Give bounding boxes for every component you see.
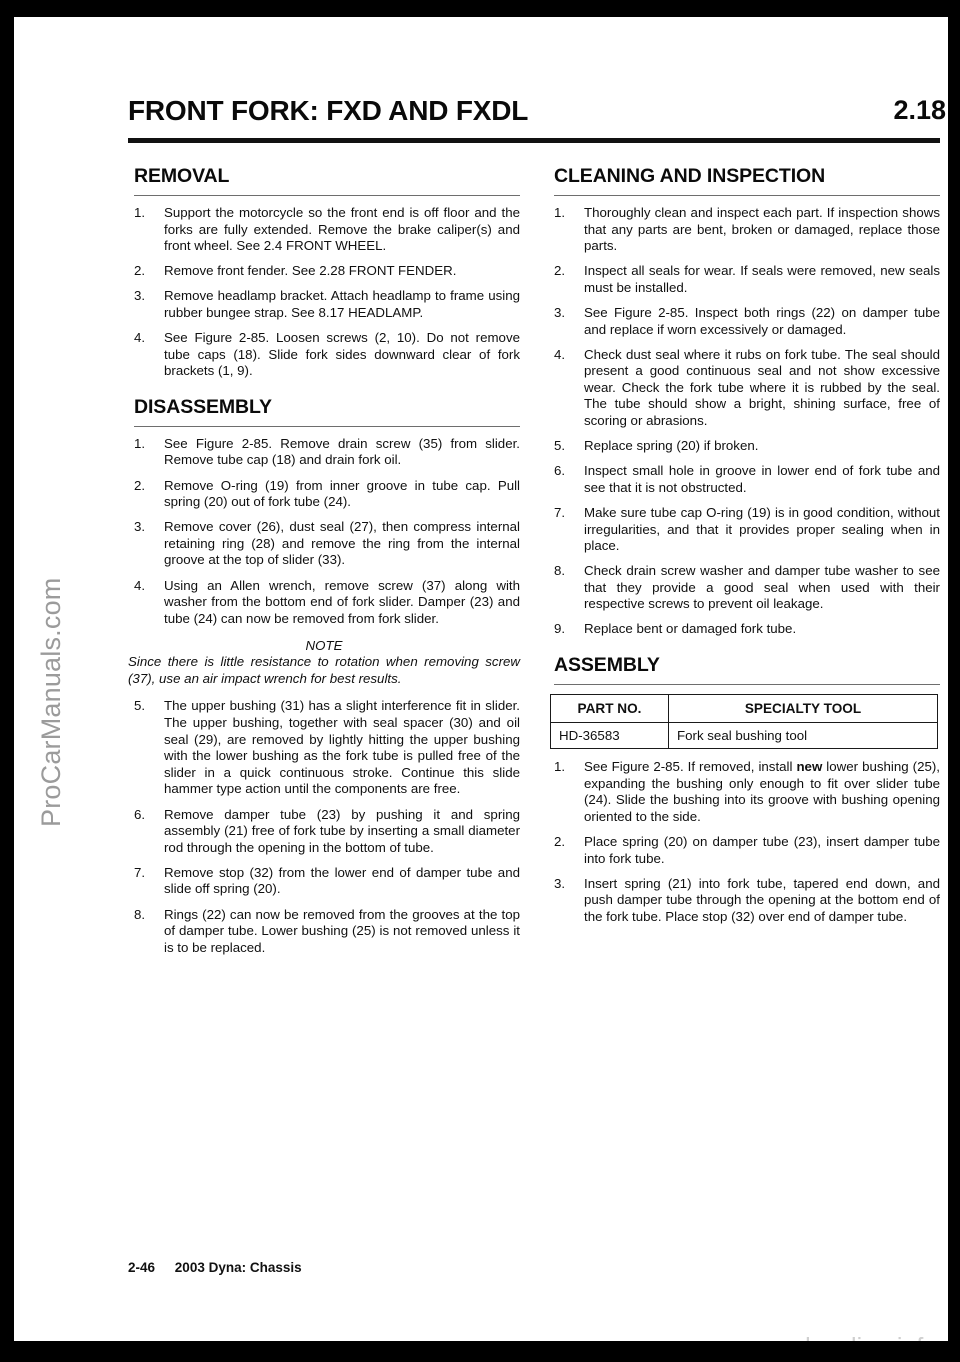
step-text: Remove cover (26), dust seal (27), then compress internal retaining ring (28) and remove the ring from the internal groove at the top of slider (33). [164, 519, 520, 568]
list-item [548, 505, 940, 555]
list-item [548, 205, 940, 255]
step-text: Check drain screw washer and damper tube washer to see that they provide a good seal when used with their respective screws to prevent oil leakage. [584, 563, 940, 612]
list-item [548, 463, 940, 496]
step-number: 2. [134, 477, 146, 493]
list-item [548, 305, 940, 338]
list-item [128, 205, 520, 255]
left-column [128, 165, 520, 972]
list-item [548, 563, 940, 613]
step-number: 8. [554, 563, 566, 579]
step-text-before-bold: See Figure 2-85. If removed, install [584, 759, 797, 775]
note-callout [128, 638, 520, 687]
step-number: 8. [134, 906, 146, 922]
note-text: Since there is little resistance to rotation when removing screw (37), use an air impact wrench for best results. [128, 654, 520, 686]
step-text: Using an Allen wrench, remove screw (37) along with washer from the bottom end of fork slider. Damper (23) and tube (24) can now be removed from fork slider. [164, 577, 520, 626]
step-number: 1. [134, 205, 146, 220]
section-number: 2.18 [893, 95, 946, 125]
list-item [548, 759, 940, 825]
heading-removal: REMOVAL [134, 165, 230, 187]
list-item [128, 519, 520, 569]
step-text: Insert spring (21) into fork tube, tapered end down, and push damper tube through the opening at the bottom end of the fork tube. Place stop (32) over end of damper tube. [584, 875, 940, 924]
step-number: 3. [554, 875, 566, 891]
step-text: See Figure 2-85. Remove drain screw (35) from slider. Remove tube cap (18) and drain fork oil. [164, 435, 520, 468]
list-item [548, 876, 940, 926]
step-text [584, 759, 940, 824]
disassembly-step-list-part1 [128, 436, 520, 627]
step-number: 7. [554, 504, 566, 520]
step-text: Inspect small hole in groove in lower end of fork tube and see that it is not obstructed. [584, 463, 940, 495]
step-text: Replace spring (20) if broken. [584, 438, 759, 454]
heading-disassembly: DISASSEMBLY [134, 395, 272, 418]
section-disassembly [128, 396, 520, 956]
page-footer [128, 1260, 302, 1275]
step-number: 4. [554, 346, 566, 362]
step-text: See Figure 2-85. Loosen screws (2, 10). Do not remove tube caps (18). Slide fork sides downward clear of fork brackets (1, 9). [164, 330, 520, 379]
step-number: 6. [134, 806, 146, 822]
scan-edge-bottom [0, 1341, 960, 1358]
heading-cleaning-inspection: CLEANING AND INSPECTION [554, 165, 826, 187]
table-header-row [551, 695, 938, 723]
specialty-tool-table [550, 694, 938, 749]
list-item [548, 347, 940, 430]
list-item [128, 330, 520, 380]
step-text: Remove stop (32) from the lower end of damper tube and slide off spring (20). [164, 864, 520, 897]
step-number: 1. [554, 205, 566, 220]
list-item [128, 288, 520, 321]
footer-manual-name: 2003 Dyna: Chassis [174, 1260, 302, 1275]
list-item [128, 907, 520, 957]
step-number: 5. [554, 438, 566, 454]
step-text: Rings (22) can now be removed from the grooves at the top of damper tube. Lower bushing (25) is not removed unless it is to be replaced. [164, 906, 520, 955]
cell-specialty-tool: Fork seal bushing tool [669, 723, 938, 749]
heading-assembly: ASSEMBLY [554, 654, 660, 677]
step-number: 2. [554, 833, 566, 849]
step-text: Inspect all seals for wear. If seals were removed, new seals must be installed. [584, 263, 940, 295]
list-item [548, 438, 940, 455]
cell-part-no: HD-36583 [551, 723, 669, 749]
step-number: 6. [554, 463, 566, 479]
step-text: Check dust seal where it rubs on fork tube. The seal should present a good continuous seal and not show excessive wear. Check the fork tube where it is rubbed by the seal. The tube should show a bright, shining surface, free of scoring or abrasions. [584, 346, 940, 429]
step-number: 3. [134, 519, 146, 535]
step-text: Remove front fender. See 2.28 FRONT FENDER. [164, 263, 457, 279]
list-item [548, 263, 940, 296]
list-item [128, 263, 520, 280]
step-text: Place spring (20) on damper tube (23), insert damper tube into fork tube. [584, 833, 940, 866]
heading-rule-disassembly [134, 426, 520, 427]
list-item [128, 807, 520, 857]
header-rule [128, 138, 940, 143]
scan-edge-right [948, 0, 960, 1358]
step-text: Thoroughly clean and inspect each part. If inspection shows that any parts are bent, broken or damaged, replace those parts. [584, 205, 940, 254]
step-number: 4. [134, 577, 146, 593]
assembly-step-list [548, 759, 940, 925]
list-item [128, 865, 520, 898]
list-item [548, 834, 940, 867]
step-text-emphasis: new [796, 759, 823, 775]
step-text: Remove O-ring (19) from inner groove in tube cap. Pull spring (20) out of fork tube (24). [164, 477, 520, 510]
section-removal [128, 165, 520, 380]
step-number: 9. [554, 621, 566, 637]
step-text: See Figure 2-85. Inspect both rings (22) on damper tube and replace if worn excessively or damaged. [584, 304, 940, 337]
removal-step-list [128, 205, 520, 380]
table-row [551, 723, 938, 749]
page-title: FRONT FORK: FXD AND FXDL [128, 95, 529, 126]
heading-rule-cleaning [554, 195, 940, 196]
right-column [548, 165, 940, 972]
list-item [128, 478, 520, 511]
step-number: 5. [134, 698, 146, 714]
scanned-page [14, 17, 948, 1341]
column-header-part-no: PART NO. [551, 695, 669, 723]
step-number: 4. [134, 330, 146, 346]
section-cleaning-inspection [548, 165, 940, 638]
scan-edge-left [0, 0, 14, 1358]
step-text: The upper bushing (31) has a slight interference fit in slider. The upper bushing, together with seal spacer (30) and oil seal (29), are removed by lightly hitting the upper bushing with the lower bushing as the fork tube is pulled free of the slider in a quick continuous stroke. Continue this slide hammer type action until the components are free. [164, 698, 520, 797]
column-header-specialty-tool: SPECIALTY TOOL [669, 695, 938, 723]
heading-rule-removal [134, 195, 520, 196]
side-watermark: ProCarManuals.com [36, 577, 66, 827]
heading-rule-assembly [554, 684, 940, 685]
body-columns [128, 165, 940, 972]
section-assembly [548, 654, 940, 925]
step-text: Remove headlamp bracket. Attach headlamp to frame using rubber bungee strap. See 8.17 HEADLAMP. [164, 288, 520, 320]
disassembly-step-list-part2 [128, 698, 520, 956]
step-number: 3. [554, 304, 566, 320]
step-number: 3. [134, 288, 146, 304]
scan-edge-top [0, 0, 960, 17]
note-label: NOTE [305, 638, 343, 654]
step-text: Support the motorcycle so the front end is off floor and the forks are fully extended. Remove the brake caliper(s) and front wheel. See 2.4 FRONT WHEEL. [164, 205, 520, 254]
page-header [128, 95, 946, 127]
list-item [128, 698, 520, 798]
cleaning-step-list [548, 205, 940, 638]
step-text-after-bold: lower bushing (25), expanding the bushing only enough to fit over slider tube (24). Slide the bushing into its groove with bushing opening oriented to the side. [584, 759, 940, 824]
step-number: 1. [134, 435, 146, 451]
step-text: Make sure tube cap O-ring (19) is in good condition, without irregularities, and that it provides proper sealing when in place. [584, 504, 940, 554]
step-text: Remove damper tube (23) by pushing it and spring assembly (21) free of fork tube by inserting a small diameter rod through the opening in the bottom of tube. [164, 806, 520, 855]
step-number: 2. [554, 263, 566, 279]
list-item [548, 621, 940, 638]
step-number: 2. [134, 263, 146, 279]
footer-folio: 2-46 [128, 1260, 156, 1275]
step-number: 1. [554, 759, 566, 775]
list-item [128, 578, 520, 628]
step-number: 7. [134, 864, 146, 880]
list-item [128, 436, 520, 469]
step-text: Replace bent or damaged fork tube. [584, 621, 797, 637]
